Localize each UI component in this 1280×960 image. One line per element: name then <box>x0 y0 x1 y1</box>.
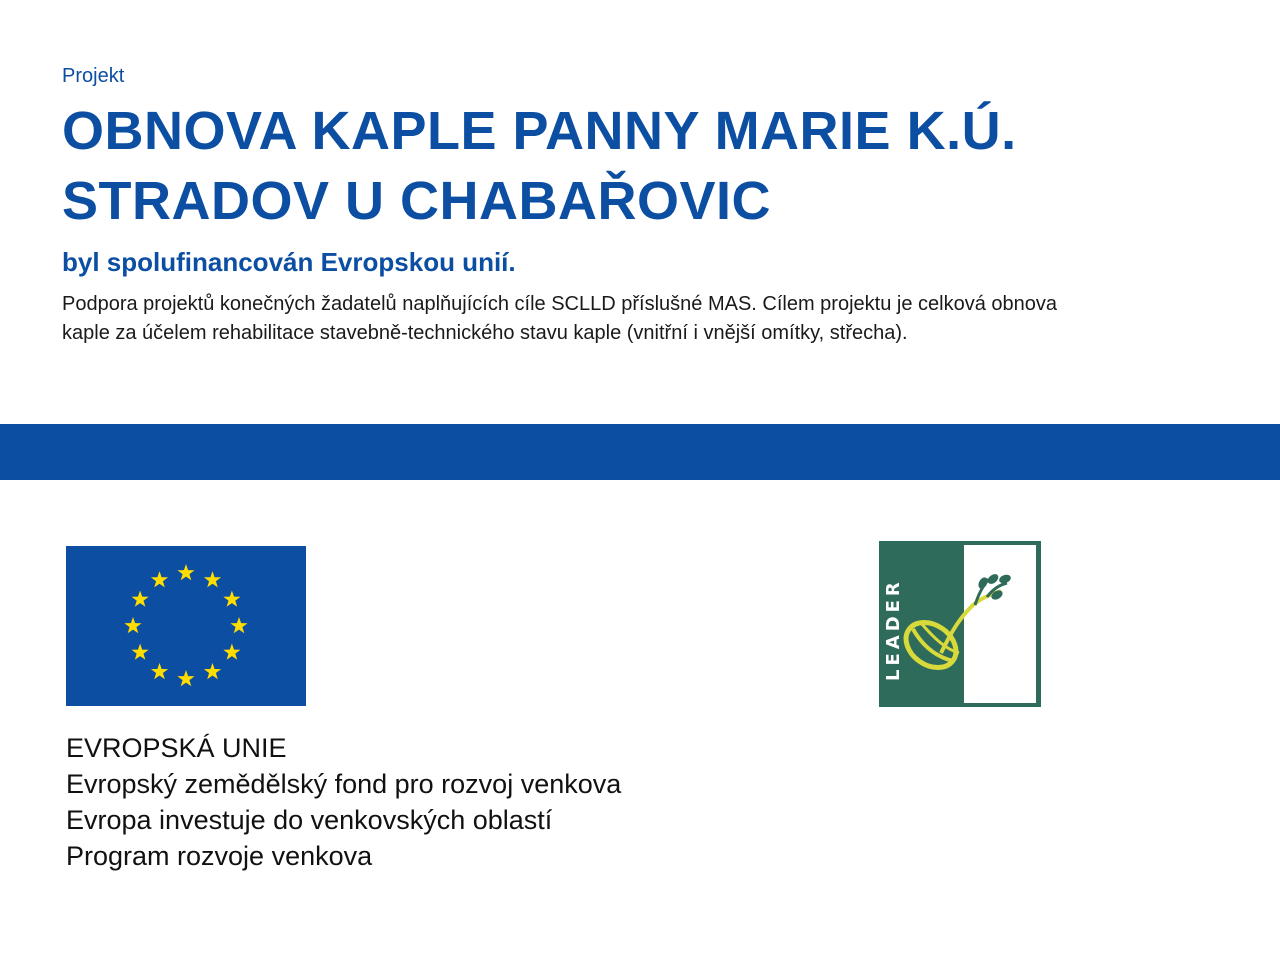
project-kicker: Projekt <box>62 65 125 87</box>
project-title-line-2: STRADOV U CHABAŘOVIC <box>62 171 772 231</box>
eu-flag-icon <box>66 546 306 706</box>
eu-slogan: Evropa investuje do venkovských oblastí <box>66 805 553 835</box>
project-description-line-2: kaple za účelem rehabilitace stavebně-technického stavu kaple (vnitřní i vnější omítky, střecha). <box>62 322 908 344</box>
eu-program-name: Program rozvoje venkova <box>66 841 373 871</box>
blue-divider-band <box>0 424 1280 480</box>
eu-program-text <box>66 730 621 874</box>
eu-fund-name: Evropský zemědělský fond pro rozvoj venkova <box>66 769 622 799</box>
project-title-line-1: OBNOVA KAPLE PANNY MARIE K.Ú. <box>62 101 1017 161</box>
project-title <box>62 96 1212 236</box>
leader-logo-icon <box>879 541 1041 707</box>
cofinancing-statement: byl spolufinancován Evropskou unií. <box>62 247 516 277</box>
eu-name: EVROPSKÁ UNIE <box>66 733 287 763</box>
leader-logo-text: LEADER <box>883 578 904 681</box>
project-description-line-1: Podpora projektů konečných žadatelů naplňujících cíle SCLLD příslušné MAS. Cílem projektu je celková obnova <box>62 293 1057 315</box>
project-description <box>62 290 1212 348</box>
